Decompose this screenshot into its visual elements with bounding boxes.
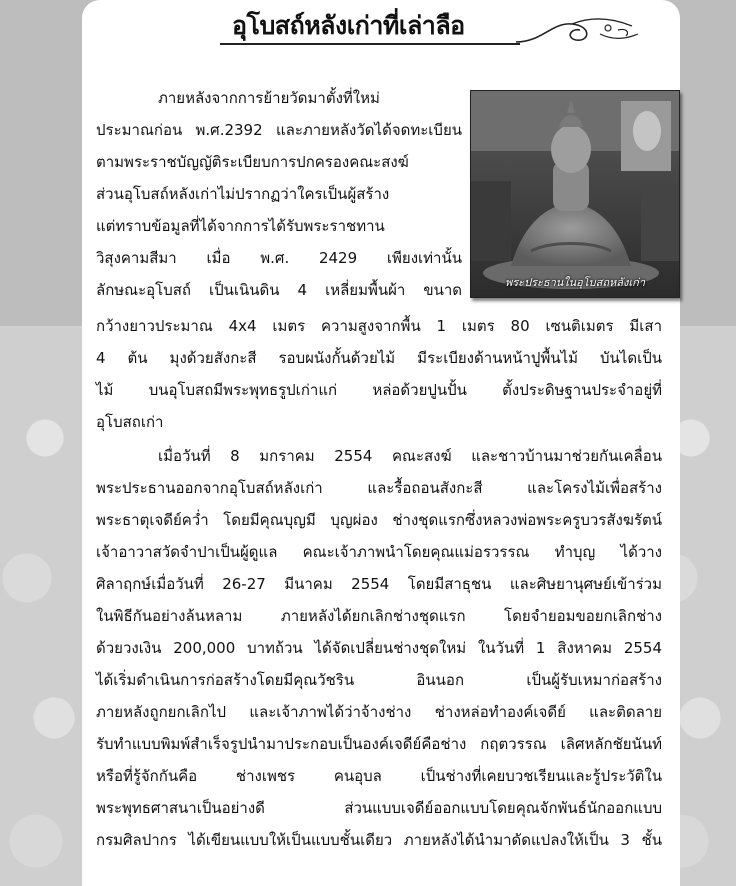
decorative-border-left [0,326,90,886]
paragraph-line: ภายหลังจากการย้ายวัดมาตั้งที่ใหม่ [158,89,380,107]
photo-caption: พระประธานในอุโบสถหลังเก่า [505,276,645,289]
flourish-ornament-icon [512,12,652,52]
page-title: อุโบสถ์หลังเก่าที่เล่าลือ [232,11,465,40]
title-underline [220,43,520,45]
title-block [82,6,680,50]
paragraph-line: ตามพระราชบัญญัติระเบียบการปกครองคณะสงฆ์ [96,153,409,171]
paragraph-line: ไม้ บนอุโบสถมีพระพุทธรูปเก่าแก่ หล่อด้วยปูนปั้น ตั้งประดิษฐานประจำอยู่ที่ [96,381,662,399]
buddha-statue-photo-icon [471,91,679,297]
paragraph-line: พระประธานออกจากอุโบสถ์หลังเก่า และรื้อถอนสังกะสี และโครงไม้เพื่อสร้าง [96,479,662,497]
paragraph-line: เจ้าอาวาสวัดจำปาเป็นผู้ดูแล คณะเจ้าภาพนำโดยคุณแม่อรวรรณ ทำบุญ ได้วาง [96,543,662,561]
paragraph-line: ภายหลังถูกยกเลิกไป และเจ้าภาพได้ว่าจ้างช่าง ช่างหล่อทำองค์เจดีย์ และติดลาย [96,703,662,721]
paragraph-line: 4 ต้น มุงด้วยสังกะสี รอบผนังกั้นด้วยไม้ มีระเบียงด้านหน้าปูพื้นไม้ บันไดเป็น [96,349,662,367]
paragraph-line: ศิลาฤกษ์เมื่อวันที่ 26-27 มีนาคม 2554 โดยมีสาธุชน และศิษยานุศษย์เข้าร่วม [96,575,662,593]
paragraph-line: กว้างยาวประมาณ 4x4 เมตร ความสูงจากพื้น 1 เมตร 80 เซนติเมตร มีเสา [96,317,662,335]
paragraph-line: หรือที่รู้จักกันคือ ช่างเพชร คนอุบล เป็นช่างที่เคยบวชเรียนและรู้ประวัติใน [96,767,662,785]
paragraph-line: ได้เริ่มดำเนินการก่อสร้างโดยมีคุณวัชริน อินนอก เป็นผู้รับเหมาก่อสร้าง [96,671,662,689]
paragraph-line: แต่ทราบข้อมูลที่ได้จากการได้รับพระราชทาน [96,217,385,235]
paragraph-line: ด้วยวงเงิน 200,000 บาทถ้วน ได้จัดเปลี่ยนช่างชุดใหม่ ในวันที่ 1 สิงหาคม 2554 [96,639,662,657]
paragraph-line: เมื่อวันที่ 8 มกราคม 2554 คณะสงฆ์ และชาวบ้านมาช่วยกันเคลื่อน [158,447,662,465]
paragraph-line: ประมาณก่อน พ.ศ.2392 และภายหลังวัดได้จดทะเบียน [96,121,462,139]
paragraph-line: วิสุงคามสีมา เมื่อ พ.ศ. 2429 เพียงเท่านั้น [96,249,462,267]
paragraph-line: พระธาตุเจดีย์คว่ำ โดยมีคุณบุญมี บุญผ่อง ช่างชุดแรกซึ่งหลวงพ่อพระครูบวรสังฆรัตน์ [96,511,662,529]
paragraph-line: ในพิธีกันอย่างล้นหลาม ภายหลังได้ยกเลิกช่างชุดแรก โดยจำยอมขอยกเลิกช่าง [96,607,662,625]
paragraph-line: กรมศิลปากร ได้เขียนแบบให้เป็นแบบชั้นเดียว ภายหลังได้นำมาดัดแปลงให้เป็น 3 ชั้น [96,831,662,849]
paragraph-line: พระพุทธศาสนาเป็นอย่างดี ส่วนแบบเจดีย์ออกแบบโดยคุณจักพันธ์นักออกแบบ [96,799,662,817]
buddha-photo [470,90,680,298]
paragraph-line: อุโบสถเก่า [96,413,164,431]
paragraph-line: รับทำแบบพิมพ์สำเร็จรูปนำมาประกอบเป็นองค์เจดีย์คือช่าง กฤตวรรณ เลิศหลักชัยนันท์ [96,735,662,753]
paragraph-line: ส่วนอุโบสถ์หลังเก่าไม่ปรากฏว่าใครเป็นผู้สร้าง [96,185,390,203]
paragraph-line: ลักษณะอุโบสถ์ เป็นเนินดิน 4 เหลี่ยมพื้นผ้า ขนาด [96,281,462,299]
